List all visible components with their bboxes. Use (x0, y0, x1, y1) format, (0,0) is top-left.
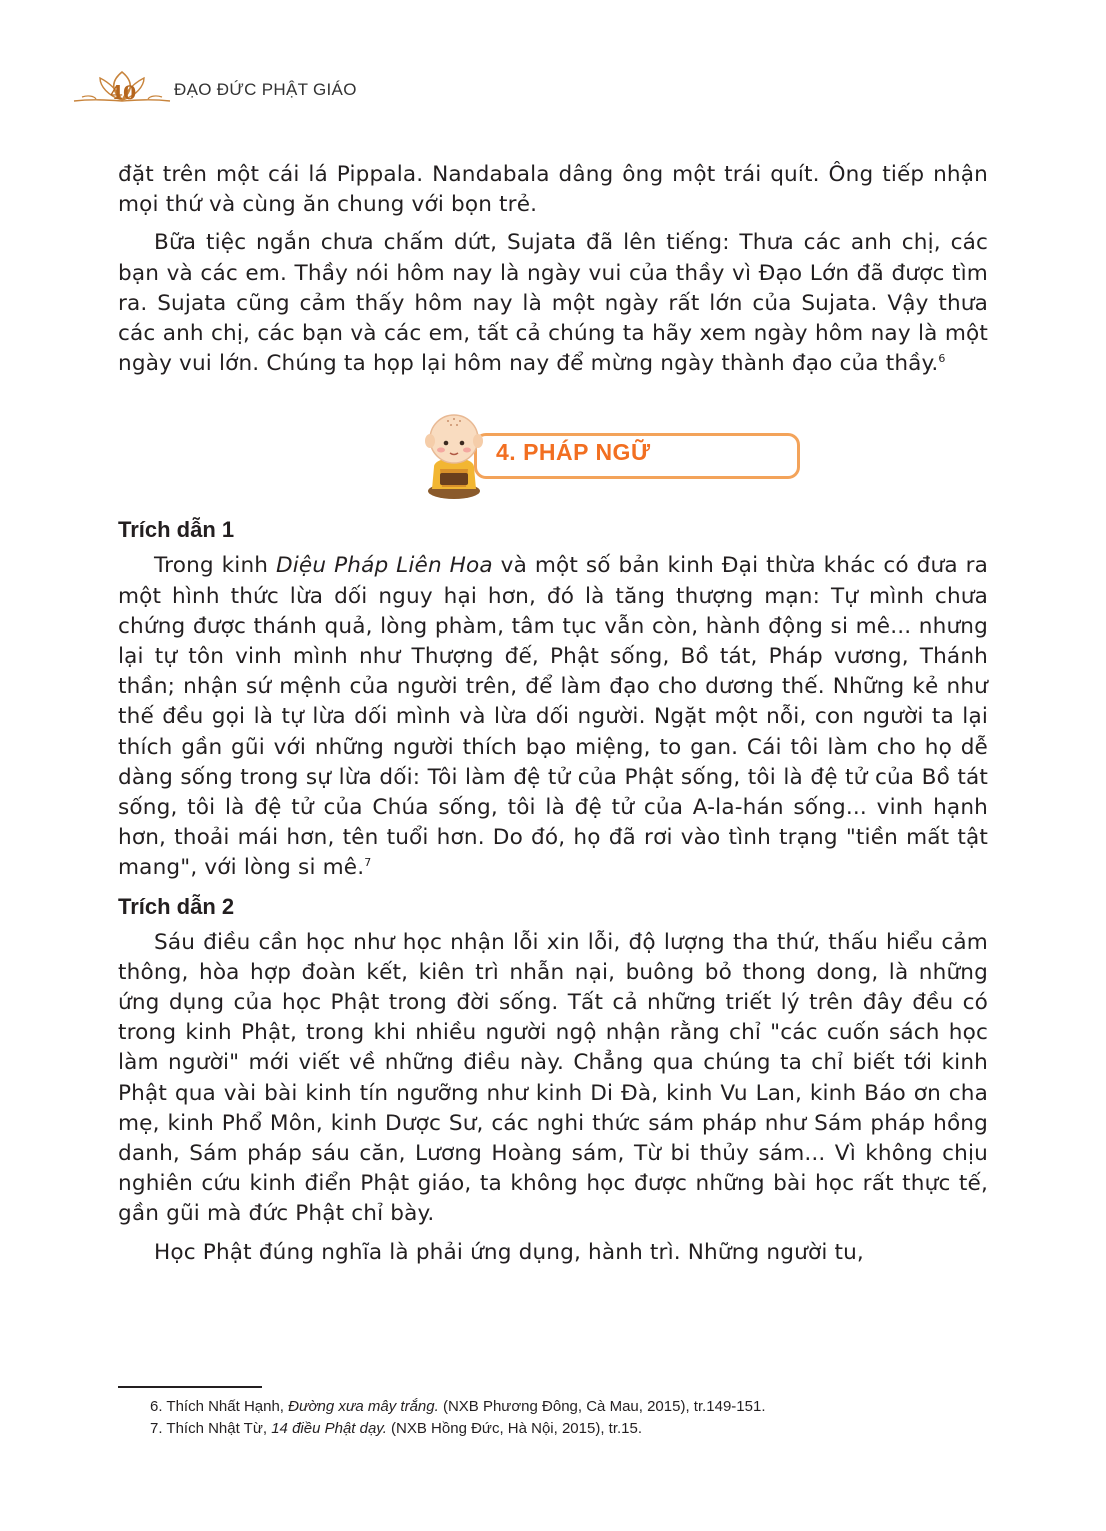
paragraph (118, 228, 988, 379)
footnote-text: (NXB Hồng Đức, Hà Nội, 2015), tr.15. (386, 1420, 643, 1437)
footnotes (118, 1386, 988, 1440)
running-title: ĐẠO ĐỨC PHẬT GIÁO (174, 80, 357, 99)
paragraph: Sáu điều cần học như học nhận lỗi xin lỗi, độ lượng tha thứ, thấu hiểu cảm thông, hòa hợp đoàn kết, kiên trì nhẫn nại, buông bỏ thong dong, là những ứng dụng của học Phật trong đời sống. Tất cả những triết lý trên đây đều có trong kinh Phật, trong khi nhiều người ngộ nhận rằng chỉ "các cuốn sách học làm người" mới viết về những điều này. Chẳng qua chúng ta chỉ biết tới kinh Phật qua vài bài kinh tín ngưỡng như kinh Di Đà, kinh Vu Lan, kinh Báo ơn cha mẹ, kinh Phổ Môn, kinh Dược Sư, các nghi thức sám pháp như Sám pháp hồng danh, Sám pháp sáu căn, Lương Hoàng sám, Từ bi thủy sám... Vì không chịu nghiên cứu kinh điển Phật giáo, ta không học được những bài học rất thực tế, gần gũi mà đức Phật chỉ bày. (118, 929, 988, 1227)
paragraph-text: Bữa tiệc ngắn chưa chấm dứt, Sujata đã lên tiếng: Thưa các anh chị, các bạn và các em. Thầy nói hôm nay là ngày vui của thầy vì Đạo Lớn đã được tìm ra. Sujata cũng cảm thấy hôm nay là một ngày rất lớn của Sujata. Vậy thưa các anh chị, các bạn và các em, tất cả chúng ta hãy xem ngày hôm nay là một ngày vui lớn. Chúng ta họp lại hôm nay để mừng ngày thành đạo của thầy. (118, 230, 988, 377)
footnote-ref: 6 (938, 352, 946, 366)
footnote (118, 1418, 988, 1440)
book-title: Diệu Pháp Liên Hoa (276, 553, 493, 579)
page-content (118, 160, 988, 1276)
footnote-text: 7. Thích Nhật Từ, (150, 1420, 272, 1437)
section-title: 4. PHÁP NGỮ (496, 439, 651, 466)
paragraph-text: và một số bản kinh Đại thừa khác có đưa ra một hình thức lừa dối nguy hại hơn, đó là tăng thượng mạn: Tự mình chưa chứng được thánh quả, lòng phàm, tâm tục vẫn còn, hành động si mê... nhưng lại tự tôn vinh mình như Thượng đế, Phật sống, Bồ tát, Pháp vương, Thánh thần; nhận sứ mệnh của người trên, để làm đạo cho dương thế. Những kẻ như thế đều gọi là tự lừa dối mình và lừa dối người. Ngặt một nỗi, con người ta lại thích gần gũi với những người thích bạo miệng, to gan. Cái tôi làm cho họ dễ dàng sống trong sự lừa dối: Tôi làm đệ tử của Phật sống, tôi là đệ tử của Bồ tát sống, tôi là đệ tử của Chúa sống, tôi là đệ tử của A-la-hán sống... vinh hạnh hơn, thoải mái hơn, tên tuổi hơn. Do đó, họ đã rơi vào tình trạng "tiền mất tật mang", với lòng si mê. (118, 553, 989, 881)
footnote (118, 1396, 988, 1418)
page-number: 40 (109, 82, 137, 104)
page-header (72, 68, 392, 108)
footnote-divider (118, 1386, 262, 1388)
quote-heading: Trích dẫn 2 (118, 893, 235, 919)
footnote-ref: 7 (364, 856, 372, 870)
section-banner (118, 407, 988, 507)
quote-heading: Trích dẫn 1 (118, 517, 235, 543)
footnote-text: (NXB Phương Đông, Cà Mau, 2015), tr.149-151. (438, 1398, 766, 1415)
paragraph-text: Trong kinh (154, 553, 276, 579)
paragraph: Học Phật đúng nghĩa là phải ứng dụng, hành trì. Những người tu, (154, 1239, 864, 1265)
footnote-book-title: Đường xưa mây trắng. (288, 1398, 439, 1415)
monk-reading-icon (420, 407, 496, 503)
footnote-book-title: 14 điều Phật dạy. (271, 1420, 387, 1437)
paragraph (118, 551, 988, 883)
footnote-text: 6. Thích Nhất Hạnh, (150, 1398, 289, 1415)
paragraph: đặt trên một cái lá Pippala. Nandabala dâng ông một trái quít. Ông tiếp nhận mọi thứ và cùng ăn chung với bọn trẻ. (118, 162, 988, 218)
